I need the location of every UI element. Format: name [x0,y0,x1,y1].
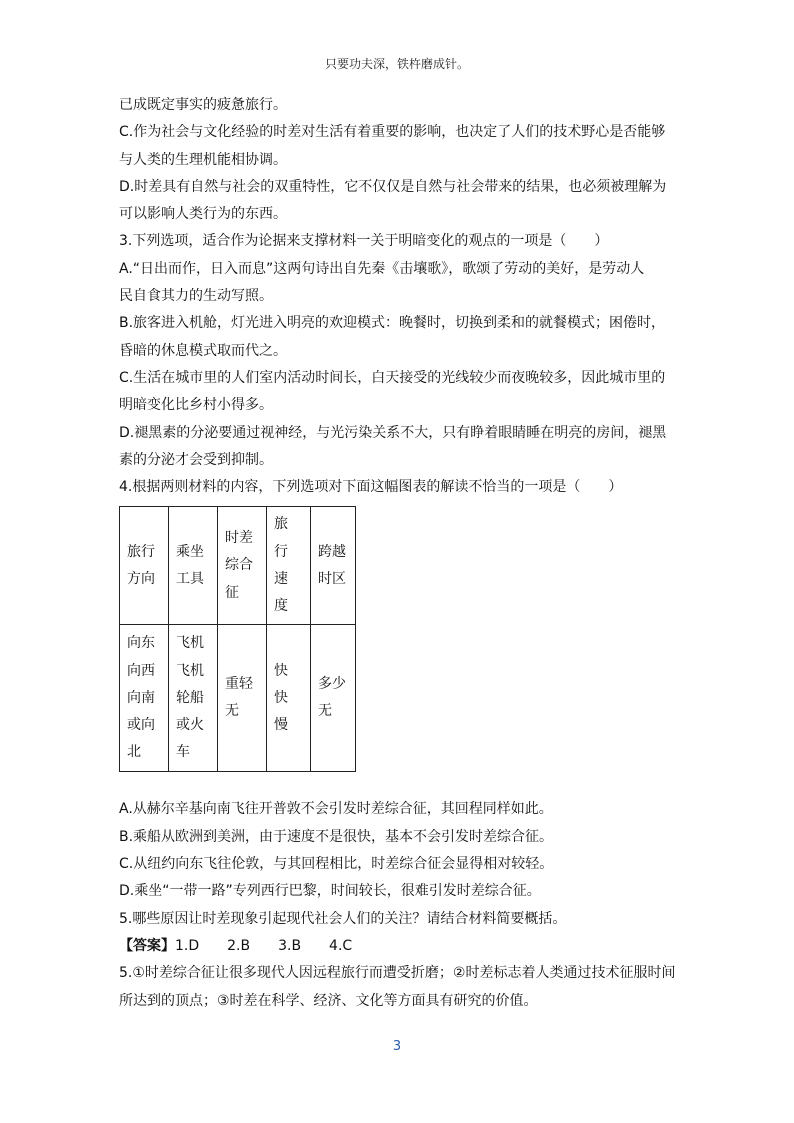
document-body [119,92,679,1015]
header-speed: 旅行速度 [267,507,311,625]
answer-tag: 【答案】 [119,937,175,954]
option-d-line: D.时差具有自然与社会的双重特性，它不仅仅是自然与社会带来的结果，也必须被理解为 [119,178,667,195]
option-c-line: C.生活在城市里的人们室内活动时间长，白天接受的光线较少而夜晚较多，因此城市里的 [119,369,666,386]
header-jet-lag: 时差综合征 [218,507,267,625]
option-c-line: C.从纽约向东飞往伦敦，与其回程相比，时差综合征会显得相对较轻。 [119,856,554,873]
text-line: 民自食其力的生动写照。 [119,288,273,305]
table-header-row [120,507,356,625]
answer-line [119,933,679,960]
option-d-line: D.乘坐“一带一路”专列西行巴黎，时间较长，很难引发时差综合征。 [119,883,541,900]
option-b-line: B.乘船从欧洲到美洲，由于速度不是很快，基本不会引发时差综合征。 [119,828,554,845]
cell-direction: 向东向西向南或向北 [120,625,169,772]
question-3: 3.下列选项，适合作为论据来支撑材料一关于明暗变化的观点的一项是（ ） [119,233,609,250]
cell-vehicle: 飞机飞机轮船或火车 [169,625,218,772]
text-line: 所达到的顶点；③时差在科学、经济、文化等方面具有研究的价值。 [119,992,538,1009]
cell-jet-lag: 重轻无 [218,625,267,772]
text-line: 与人类的生理机能相协调。 [119,151,287,168]
question-5: 5.哪些原因让时差现象引起现代社会人们的关注？请结合材料简要概括。 [119,910,567,927]
text-line: 已成既定事实的疲惫旅行。 [119,97,287,113]
option-a-line: A.“日出而作，日入而息”这两句诗出自先秦《击壤歌》，歌颂了劳动的美好，是劳动人 [119,260,645,277]
text-line: 昏暗的休息模式取而代之。 [119,342,287,359]
answer-text: 1.D 2.B 3.B 4.C [175,937,353,954]
option-a-line: A.从赫尔辛基向南飞往开普敦不会引发时差综合征，其回程同样如此。 [119,801,553,818]
header-travel-direction: 旅行方向 [120,507,169,625]
page-number: 3 [392,1039,402,1054]
header-time-zones: 跨越时区 [311,507,356,625]
text-line: 可以影响人类行为的东西。 [119,206,287,223]
cell-speed: 快快慢 [267,625,311,772]
jet-lag-table [119,506,356,772]
cell-time-zones: 多少无 [311,625,356,772]
question-4: 4.根据两则材料的内容，下列选项对下面这幅图表的解读不恰当的一项是（ ） [119,479,623,496]
text-line: 明暗变化比乡村小得多。 [119,397,273,414]
option-d-line: D.褪黑素的分泌要通过视神经，与光污染关系不大，只有睁着眼睛睡在明亮的房间，褪黑 [119,424,667,441]
answer-5-line: 5.①时差综合征让很多现代人因远程旅行而遭受折磨；②时差标志着人类通过技术征服时间 [119,965,676,982]
table-row [120,625,356,772]
option-c-line: C.作为社会与文化经验的时差对生活有着重要的影响，也决定了人们的技术野心是否能够 [119,124,666,141]
page-header-motto: 只要功夫深，铁杵磨成针。 [324,57,469,71]
header-vehicle: 乘坐工具 [169,507,218,625]
option-b-line: B.旅客进入机舱，灯光进入明亮的欢迎模式：晚餐时，切换到柔和的就餐模式；困倦时， [119,315,666,332]
text-line: 素的分泌才会受到抑制。 [119,451,273,468]
